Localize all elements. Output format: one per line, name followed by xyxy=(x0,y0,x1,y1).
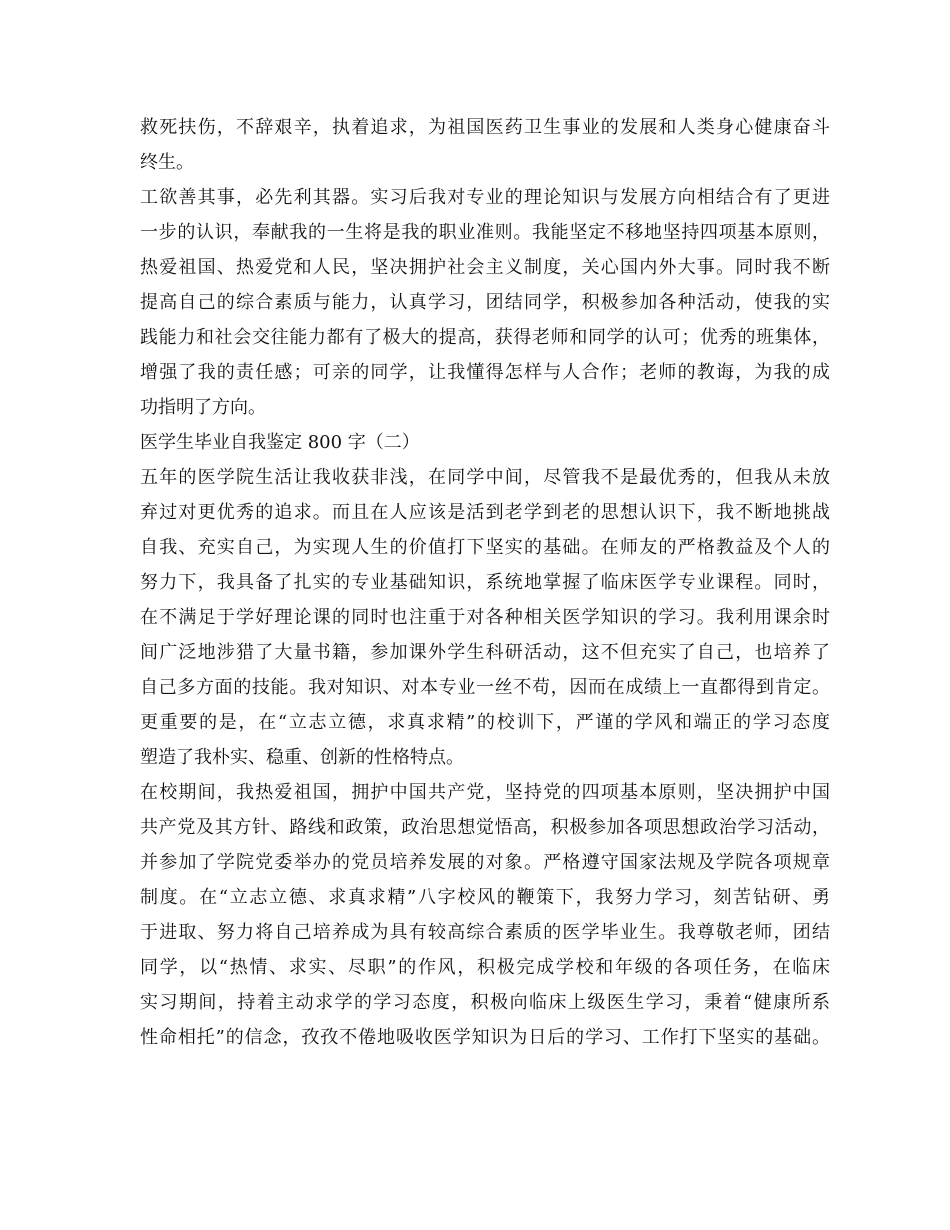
text-line: 自己多方面的技能。我对知识、对本专业一丝不苟，因而在成绩上一直都得到肯定。 xyxy=(140,677,830,698)
text-line: 并参加了学院党委举办的党员培养发展的对象。严格遵守国家法规及学院各项规章 xyxy=(140,852,830,873)
text-line: 更重要的是，在“立志立德，求真求精”的校训下，严谨的学风和端正的学习态度 xyxy=(140,712,830,733)
text-line: 制度。在“立志立德、求真求精”八字校风的鞭策下，我努力学习，刻苦钻研、勇 xyxy=(140,887,830,908)
section-heading: 医学生毕业自我鉴定 800 字（二） xyxy=(140,432,420,453)
text-line: 功指明了方向。 xyxy=(140,397,266,418)
text-line: 性命相托”的信念，孜孜不倦地吸收医学知识为日后的学习、工作打下坚实的基础。 xyxy=(140,1027,830,1048)
text-line: 热爱祖国、热爱党和人民，坚决拥护社会主义制度，关心国内外大事。同时我不断 xyxy=(140,257,830,278)
text-line: 践能力和社会交往能力都有了极大的提高，获得老师和同学的认可；优秀的班集体， xyxy=(140,327,830,348)
text-line: 于进取、努力将自己培养成为具有较高综合素质的医学毕业生。我尊敬老师，团结 xyxy=(140,922,830,943)
text-line: 同学，以“热情、求实、尽职”的作风，积极完成学校和年级的各项任务，在临床 xyxy=(140,957,830,978)
text-line: 五年的医学院生活让我收获非浅，在同学中间，尽管我不是最优秀的，但我从未放 xyxy=(140,467,830,488)
text-line: 塑造了我朴实、稳重、创新的性格特点。 xyxy=(140,747,464,768)
text-line: 实习期间，持着主动求学的学习态度，积极向临床上级医生学习，秉着“健康所系 xyxy=(140,992,830,1013)
text-line: 努力下，我具备了扎实的专业基础知识，系统地掌握了临床医学专业课程。同时， xyxy=(140,572,830,593)
text-line: 提高自己的综合素质与能力，认真学习，团结同学，积极参加各种活动，使我的实 xyxy=(140,292,830,313)
text-line: 终生。 xyxy=(140,152,194,173)
text-line: 增强了我的责任感；可亲的同学，让我懂得怎样与人合作；老师的教诲，为我的成 xyxy=(140,362,830,383)
text-line: 一步的认识，奉献我的一生将是我的职业准则。我能坚定不移地坚持四项基本原则， xyxy=(140,222,830,243)
text-line: 弃过对更优秀的追求。而且在人应该是活到老学到老的思想认识下，我不断地挑战 xyxy=(140,502,830,523)
text-line: 共产党及其方针、路线和政策，政治思想觉悟高，积极参加各项思想政治学习活动， xyxy=(140,817,830,838)
text-line: 自我、充实自己，为实现人生的价值打下坚实的基础。在师友的严格教益及个人的 xyxy=(140,537,830,558)
text-line: 间广泛地涉猎了大量书籍，参加课外学生科研活动，这不但充实了自己，也培养了 xyxy=(140,642,830,663)
text-line: 在校期间，我热爱祖国，拥护中国共产党，坚持党的四项基本原则，坚决拥护中国 xyxy=(140,782,830,803)
text-line: 工欲善其事，必先利其器。实习后我对专业的理论知识与发展方向相结合有了更进 xyxy=(140,187,830,208)
text-line: 救死扶伤，不辞艰辛，执着追求，为祖国医药卫生事业的发展和人类身心健康奋斗 xyxy=(140,117,830,138)
text-line: 在不满足于学好理论课的同时也注重于对各种相关医学知识的学习。我利用课余时 xyxy=(140,607,830,628)
